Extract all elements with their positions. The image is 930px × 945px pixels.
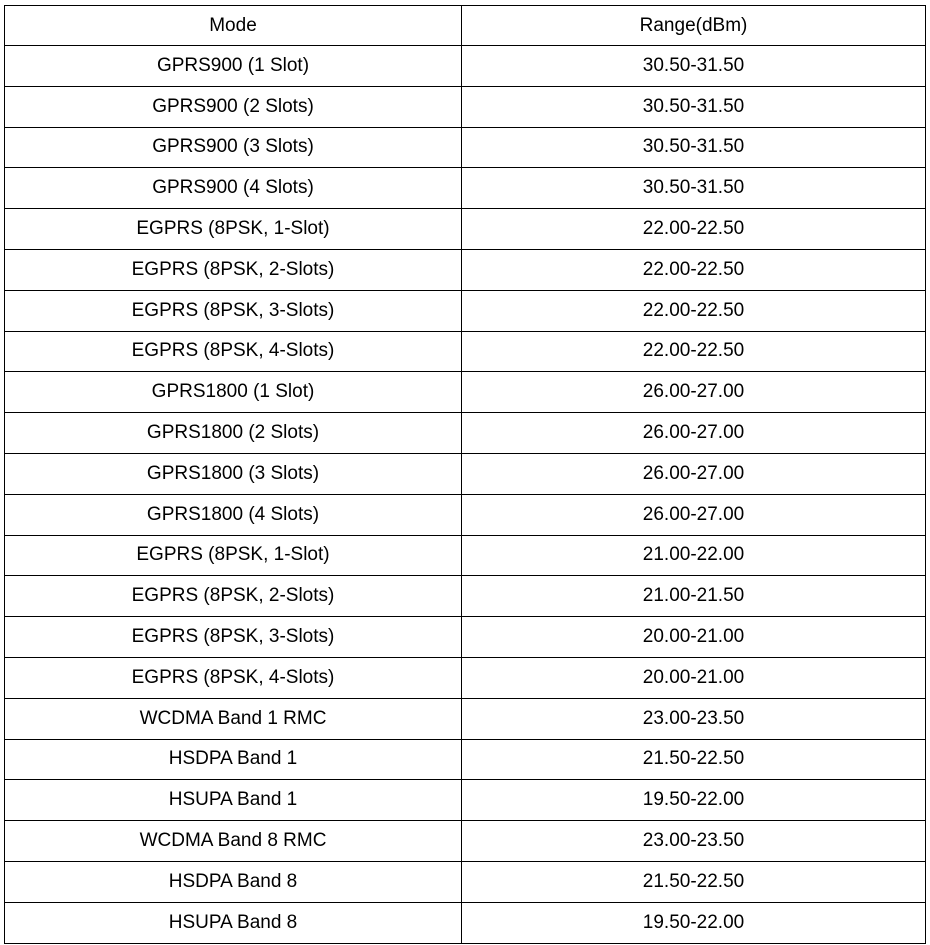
mode-cell: EGPRS (8PSK, 4-Slots)	[5, 331, 462, 372]
range-cell: 22.00-22.50	[462, 249, 926, 290]
range-cell: 21.00-22.00	[462, 535, 926, 576]
header-mode: Mode	[5, 6, 462, 46]
range-cell: 26.00-27.00	[462, 372, 926, 413]
mode-cell: GPRS1800 (1 Slot)	[5, 372, 462, 413]
mode-cell: GPRS900 (2 Slots)	[5, 86, 462, 127]
table-row	[5, 127, 926, 168]
table-row	[5, 902, 926, 943]
table-row	[5, 698, 926, 739]
power-range-table	[4, 5, 926, 944]
mode-cell: WCDMA Band 8 RMC	[5, 821, 462, 862]
header-range: Range(dBm)	[462, 6, 926, 46]
table-row	[5, 86, 926, 127]
range-cell: 30.50-31.50	[462, 46, 926, 87]
range-cell: 22.00-22.50	[462, 290, 926, 331]
table-row	[5, 617, 926, 658]
table-row	[5, 209, 926, 250]
range-cell: 23.00-23.50	[462, 821, 926, 862]
table-row	[5, 290, 926, 331]
header-row	[5, 6, 926, 46]
mode-cell: EGPRS (8PSK, 1-Slot)	[5, 535, 462, 576]
mode-cell: EGPRS (8PSK, 1-Slot)	[5, 209, 462, 250]
table-row	[5, 331, 926, 372]
mode-cell: EGPRS (8PSK, 3-Slots)	[5, 617, 462, 658]
range-cell: 20.00-21.00	[462, 617, 926, 658]
table-row	[5, 861, 926, 902]
table-row	[5, 576, 926, 617]
range-cell: 26.00-27.00	[462, 494, 926, 535]
mode-cell: EGPRS (8PSK, 4-Slots)	[5, 657, 462, 698]
table-row	[5, 249, 926, 290]
mode-cell: GPRS1800 (3 Slots)	[5, 453, 462, 494]
table-row	[5, 168, 926, 209]
mode-cell: HSDPA Band 8	[5, 861, 462, 902]
mode-cell: GPRS900 (4 Slots)	[5, 168, 462, 209]
range-cell: 22.00-22.50	[462, 331, 926, 372]
mode-cell: WCDMA Band 1 RMC	[5, 698, 462, 739]
table-row	[5, 413, 926, 454]
range-cell: 23.00-23.50	[462, 698, 926, 739]
mode-cell: EGPRS (8PSK, 2-Slots)	[5, 576, 462, 617]
range-cell: 26.00-27.00	[462, 453, 926, 494]
mode-cell: GPRS900 (3 Slots)	[5, 127, 462, 168]
mode-cell: GPRS1800 (2 Slots)	[5, 413, 462, 454]
mode-cell: GPRS900 (1 Slot)	[5, 46, 462, 87]
range-cell: 30.50-31.50	[462, 127, 926, 168]
range-cell: 21.00-21.50	[462, 576, 926, 617]
range-cell: 21.50-22.50	[462, 739, 926, 780]
table-row	[5, 739, 926, 780]
range-cell: 21.50-22.50	[462, 861, 926, 902]
mode-cell: HSDPA Band 1	[5, 739, 462, 780]
table-row	[5, 453, 926, 494]
table-row	[5, 46, 926, 87]
range-cell: 19.50-22.00	[462, 780, 926, 821]
mode-cell: EGPRS (8PSK, 2-Slots)	[5, 249, 462, 290]
table-row	[5, 372, 926, 413]
mode-cell: GPRS1800 (4 Slots)	[5, 494, 462, 535]
table-row	[5, 494, 926, 535]
range-cell: 19.50-22.00	[462, 902, 926, 943]
mode-cell: EGPRS (8PSK, 3-Slots)	[5, 290, 462, 331]
mode-cell: HSUPA Band 8	[5, 902, 462, 943]
table-row	[5, 821, 926, 862]
table-row	[5, 780, 926, 821]
range-cell: 20.00-21.00	[462, 657, 926, 698]
range-cell: 22.00-22.50	[462, 209, 926, 250]
mode-cell: HSUPA Band 1	[5, 780, 462, 821]
range-cell: 30.50-31.50	[462, 168, 926, 209]
table-row	[5, 657, 926, 698]
range-cell: 30.50-31.50	[462, 86, 926, 127]
range-cell: 26.00-27.00	[462, 413, 926, 454]
table-row	[5, 535, 926, 576]
